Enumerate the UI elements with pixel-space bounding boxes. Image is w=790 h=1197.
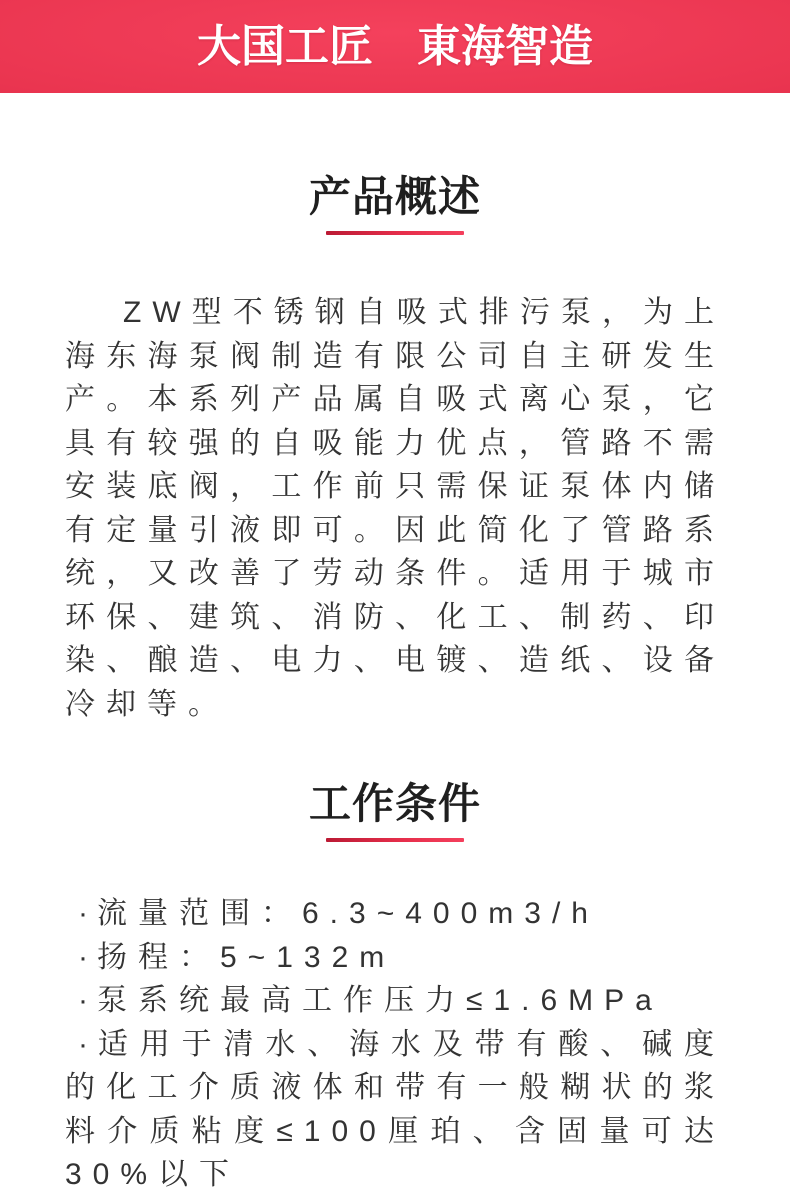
conditions-list (65, 892, 725, 1197)
condition-item-applicable-media (65, 1023, 725, 1197)
bullet-icon: · (78, 940, 88, 974)
condition-item-head (65, 936, 725, 980)
bullet-icon: · (78, 1027, 88, 1061)
bullet-icon: · (78, 984, 88, 1017)
content (0, 173, 790, 1197)
overview-heading-underline (326, 231, 464, 235)
condition-text: 扬程：5~132m (97, 940, 396, 974)
conditions-heading-underline (326, 838, 464, 842)
banner (0, 0, 790, 93)
bullet-icon: · (78, 897, 88, 930)
condition-text: 泵系统最高工作压力≤1.6MPa (97, 984, 663, 1017)
overview-paragraph: ZW型不锈钢自吸式排污泵，为上海东海泵阀制造有限公司自主研发生产。本系列产品属自吸式离心泵，它具有较强的自吸能力优点，管路不需安装底阀，工作前只需保证泵体内储有定量引液即可。因此简化了管路系统，又改善了劳动条件。适用于城市环保、建筑、消防、化工、制药、印染、酿造、电力、电镀、造纸、设备冷却等。 (65, 296, 725, 721)
banner-title: 大国工匠 東海智造 (197, 21, 593, 71)
conditions-heading: 工作条件 (308, 780, 481, 827)
section-conditions (0, 780, 790, 1197)
condition-item-max-pressure (65, 979, 725, 1023)
overview-heading: 产品概述 (308, 173, 481, 220)
section-overview (0, 173, 790, 726)
condition-text: 适用于清水、海水及带有酸、碱度的化工介质液体和带有一般糊状的浆料介质粘度≤100厘珀、含固量可达30%以下 (65, 1027, 725, 1191)
condition-text: 流量范围：6.3~400m3/h (97, 897, 599, 930)
condition-item-flow-range (65, 892, 725, 936)
